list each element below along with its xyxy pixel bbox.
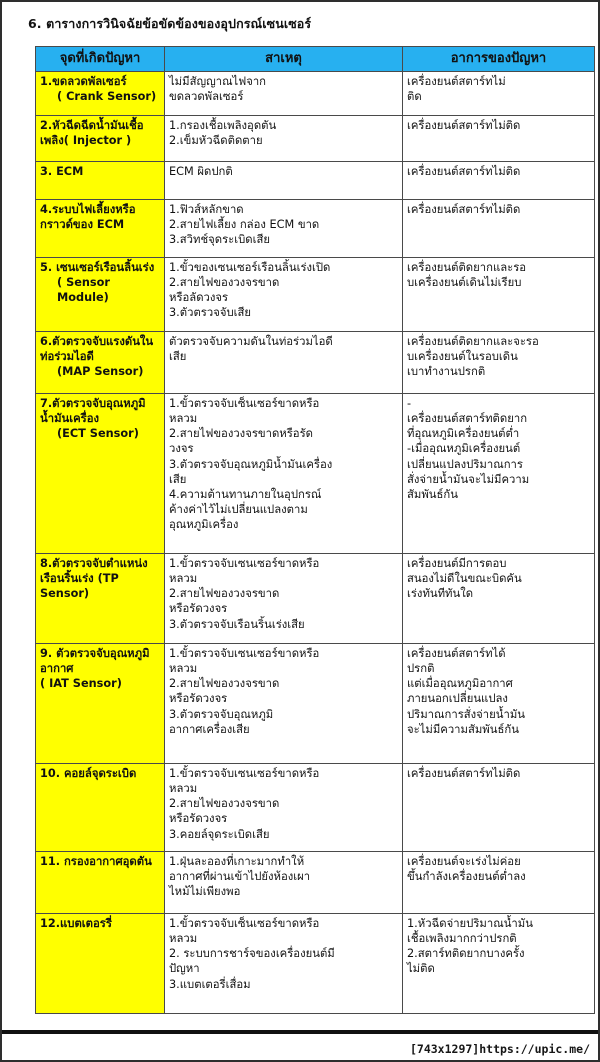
cell-cause-line: 4.ความต้านทานภายในอุปกรณ์: [169, 487, 322, 501]
cell-symptom-line: ที่อุณหภูมิเครื่องยนต์ต่ำ: [407, 427, 520, 441]
cell-problem-point-line: 7.ตัวตรวจจับอุณหภูมิ: [40, 397, 146, 410]
cell-symptom: [403, 162, 595, 200]
cell-symptom: [403, 644, 595, 764]
cell-cause: [165, 644, 403, 764]
cell-problem-point-line: ( Crank Sensor): [57, 90, 157, 104]
table-row: [36, 162, 595, 200]
cell-symptom-line: 2.สตาร์ทติดยากบางครั้ง: [407, 947, 525, 961]
cell-problem-point: [36, 258, 165, 332]
cell-cause-line: หรือรัดวงจร: [169, 692, 228, 706]
cell-cause-line: หลวม: [169, 412, 198, 426]
cell-cause-line: 1.ขั้วตรวจจับเซ็นเซอร์ขาดหรือ: [169, 917, 320, 930]
table-row: [36, 72, 595, 116]
cell-symptom: [403, 258, 595, 332]
cell-cause-line: หรือลัดวงจร: [169, 291, 229, 305]
cell-problem-point-line: เรือนริ้นเร่ง (TP Sensor): [40, 572, 123, 601]
table-row: [36, 394, 595, 554]
table-row: [36, 852, 595, 914]
cell-symptom-line: เปลี่ยนแปลงปริมาณการ: [407, 457, 523, 471]
cell-cause-line: 2.สายไฟของวงจรขาด: [169, 276, 280, 290]
cell-symptom-line: เครื่องยนต์มีการตอบ: [407, 557, 507, 570]
cell-cause-line: อุณหภูมิเครื่อง: [169, 518, 239, 531]
cell-symptom: [403, 554, 595, 644]
cell-cause: [165, 764, 403, 852]
cell-problem-point-line: กราวด์ของ ECM: [40, 218, 125, 232]
cell-symptom-line: ปรกติ: [407, 662, 435, 676]
cell-cause-line: ค้างค่าไว้ไม่เปลี่ยนแปลงตาม: [169, 502, 308, 516]
table-row: [36, 644, 595, 764]
cell-cause-line: 3.ตัวตรวจจับเรือนริ้นเร่งเสีย: [169, 617, 305, 631]
cell-symptom-line: เครื่องยนต์ติดยากและรอ: [407, 261, 527, 274]
cell-symptom: [403, 332, 595, 394]
cell-cause-line: 2.สายไฟของวงจรขาดหรือรัด: [169, 427, 313, 441]
cell-cause-line: 1.ขั้วตรวจจับเซนเซอร์ขาดหรือ: [169, 767, 320, 780]
cell-symptom-line: เครื่องยนต์สตาร์ทไม่ติด: [407, 119, 521, 132]
cell-cause: [165, 116, 403, 162]
cell-cause-line: 1.ขั้วตรวจจับเซนเซอร์ขาดหรือ: [169, 647, 320, 660]
cell-symptom-line: 1.หัวฉีดจ่ายปริมาณน้ำมัน: [407, 917, 533, 930]
cell-problem-point: [36, 72, 165, 116]
cell-problem-point-line: 11. กรองอากาศอุดตัน: [40, 855, 152, 868]
cell-cause-line: หรือรัดวงจร: [169, 602, 228, 616]
cell-symptom-line: สนองไม่ดีในขณะบิดคัน: [407, 572, 522, 586]
cell-symptom-line: ไม่ติด: [407, 962, 435, 976]
cell-symptom: [403, 764, 595, 852]
cell-symptom-line: เชื้อเพลิงมากกว่าปรกติ: [407, 932, 517, 946]
cell-cause: [165, 332, 403, 394]
page-title: 6. ตารางการวินิจฉัยข้อขัดข้องของอุปกรณ์เซนเซอร์: [28, 16, 312, 31]
cell-cause-line: เสีย: [169, 472, 187, 486]
cell-cause-line: หลวม: [169, 662, 198, 676]
table-row: [36, 200, 595, 258]
cell-problem-point: [36, 394, 165, 554]
footer-bar: [2, 1034, 598, 1060]
cell-problem-point: [36, 200, 165, 258]
cell-problem-point: [36, 914, 165, 1014]
cell-cause-line: 1.ขั้วตรวจจับเซนเซอร์ขาดหรือ: [169, 557, 320, 570]
cell-symptom-line: เครื่องยนต์จะเร่งไม่ค่อย: [407, 855, 521, 868]
cell-problem-point: [36, 644, 165, 764]
cell-cause-line: ปัญหา: [169, 962, 200, 976]
cell-cause: [165, 162, 403, 200]
cell-symptom-line: ภายนอกเปลี่ยนแปลง: [407, 692, 508, 706]
cell-cause-line: 1.ฟิวส์หลักขาด: [169, 203, 244, 216]
cell-cause-line: 2. ระบบการชาร์จของเครื่องยนต์มี: [169, 947, 335, 961]
cell-cause-line: 3.ตัวตรวจจับเสีย: [169, 306, 251, 320]
cell-cause: [165, 914, 403, 1014]
cell-cause-line: ขดลวดพัลเซอร์: [169, 90, 244, 104]
cell-problem-point-line: อากาศ: [40, 662, 74, 676]
cell-cause-line: หลวม: [169, 782, 198, 796]
cell-symptom-line: จะไม่มีความสัมพันธ์กัน: [407, 722, 519, 736]
cell-cause-line: หลวม: [169, 572, 198, 586]
cell-symptom-line: บเครื่องยนต์ในรอบเดิน: [407, 350, 518, 364]
cell-problem-point: [36, 554, 165, 644]
cell-symptom-line: สัมพันธ์กัน: [407, 487, 458, 501]
cell-problem-point-line: 9. ตัวตรวจจับอุณหภูมิ: [40, 647, 150, 660]
cell-problem-point-line: (MAP Sensor): [57, 365, 144, 379]
cell-cause: [165, 554, 403, 644]
cell-symptom: [403, 914, 595, 1014]
cell-symptom-line: เครื่องยนต์สตาร์ทไม่ติด: [407, 165, 521, 178]
table-body: [36, 72, 595, 1014]
cell-problem-point: [36, 116, 165, 162]
cell-symptom-line: เร่งทันทีทันใด: [407, 587, 474, 601]
table-row: [36, 554, 595, 644]
cell-cause-line: ไม่มีสัญญาณไฟจาก: [169, 75, 267, 88]
cell-cause-line: 2.สายไฟของวงจรขาด: [169, 677, 280, 691]
cell-problem-point-line: 3. ECM: [40, 165, 84, 178]
cell-cause-line: 3.คอยล์จุดระเบิดเสีย: [169, 827, 270, 841]
cell-problem-point-line: 8.ตัวตรวจจับตำแหน่ง: [40, 557, 148, 570]
cell-symptom-line: ขึ้นกำลังเครื่องยนต์ต่ำลง: [407, 870, 526, 884]
cell-cause-line: ไหม้ไม่เพียงพอ: [169, 885, 241, 899]
cell-problem-point: [36, 764, 165, 852]
cell-symptom-line: แต่เมื่ออุณหภูมิอากาศ: [407, 677, 513, 691]
cell-symptom: [403, 200, 595, 258]
cell-cause-line: 1.ฝุ่นละอองที่เกาะมากทำให้: [169, 855, 305, 868]
cell-cause-line: 2.สายไฟของวงจรขาด: [169, 797, 280, 811]
cell-cause-line: ECM ผิดปกติ: [169, 165, 233, 178]
footer-credit: [743x1297]https://upic.me/: [409, 1042, 590, 1056]
cell-problem-point-line: ( IAT Sensor): [40, 677, 122, 691]
cell-cause-line: 3.แบตเตอรี่เสื่อม: [169, 977, 251, 991]
cell-problem-point: [36, 162, 165, 200]
cell-symptom: [403, 394, 595, 554]
cell-symptom: [403, 852, 595, 914]
cell-symptom-line: เครื่องยนต์ติดยากและจะรอ: [407, 335, 539, 348]
cell-symptom-line: -: [407, 397, 412, 410]
cell-symptom-line: ปริมาณการสั่งจ่ายน้ำมัน: [407, 707, 525, 721]
cell-cause-line: 3.สวิทช์จุดระเบิดเสีย: [169, 233, 270, 247]
column-header-cause: สาเหตุ: [165, 47, 403, 72]
cell-problem-point-line: 12.แบตเตอรรี่: [40, 917, 112, 930]
cell-symptom-line: เครื่องยนต์สตาร์ทไม่ติด: [407, 203, 521, 216]
table-row: [36, 914, 595, 1014]
cell-problem-point-line: น้ำมันเครื่อง: [40, 412, 100, 426]
cell-problem-point-line: ท่อร่วมไอดี: [40, 350, 94, 364]
cell-symptom-line: เครื่องยนต์สตาร์ทได้: [407, 647, 506, 660]
cell-cause-line: 3.ตัวตรวจจับอุณหภูมิน้ำมันเครื่อง: [169, 457, 333, 471]
cell-cause-line: 3.ตัวตรวจจับอุณหภูมิ: [169, 707, 274, 721]
table-row: [36, 764, 595, 852]
cell-problem-point-line: 10. คอยล์จุดระเบิด: [40, 767, 137, 780]
cell-cause-line: 1.ขั้วตรวจจับเซ็นเซอร์ขาดหรือ: [169, 397, 320, 410]
cell-problem-point-line: 4.ระบบไฟเลี้ยงหรือ: [40, 203, 136, 216]
cell-symptom-line: บเครื่องยนต์เดินไม่เรียบ: [407, 276, 522, 290]
cell-cause: [165, 394, 403, 554]
cell-symptom-line: -เมื่ออุณหภูมิเครื่องยนต์: [407, 442, 521, 456]
table-header: [36, 47, 595, 72]
cell-cause-line: หรือรัดวงจร: [169, 812, 228, 826]
cell-problem-point-line: 6.ตัวตรวจจับแรงดันใน: [40, 335, 154, 348]
cell-problem-point-line: เพลิง( Injector ): [40, 134, 132, 148]
cell-symptom-line: ติด: [407, 90, 422, 104]
cell-problem-point-line: 1.ขดลวดพัลเซอร์: [40, 75, 127, 88]
cell-cause: [165, 852, 403, 914]
cell-cause-line: 1.ขั้วของเซนเซอร์เรือนลิ้นเร่งเปิด: [169, 261, 331, 274]
cell-symptom-line: เครื่องยนต์สตาร์ทไม่: [407, 75, 506, 88]
cell-cause: [165, 200, 403, 258]
table-header-row: [36, 47, 595, 72]
cell-cause-line: วงจร: [169, 442, 194, 456]
column-header-symptom: อาการของปัญหา: [403, 47, 595, 72]
diagnostic-table-container: [35, 46, 594, 1014]
cell-symptom-line: เบาทำงานปรกติ: [407, 365, 486, 379]
cell-cause: [165, 72, 403, 116]
cell-symptom-line: เครื่องยนต์สตาร์ทไม่ติด: [407, 767, 521, 780]
table-row: [36, 258, 595, 332]
column-header-point: จุดที่เกิดปัญหา: [36, 47, 165, 72]
cell-symptom: [403, 116, 595, 162]
cell-cause-line: 2.สายไฟเลี้ยง กล่อง ECM ขาด: [169, 218, 320, 232]
cell-cause: [165, 258, 403, 332]
diagnostic-table: [35, 46, 595, 1014]
cell-problem-point: [36, 332, 165, 394]
cell-cause-line: 2.สายไฟของวงจรขาด: [169, 587, 280, 601]
table-row: [36, 332, 595, 394]
cell-problem-point: [36, 852, 165, 914]
cell-cause-line: หลวม: [169, 932, 198, 946]
cell-problem-point-line: ( Sensor Module): [57, 276, 114, 305]
cell-cause-line: ตัวตรวจจับความดันในท่อร่วมไอดี: [169, 335, 333, 348]
cell-cause-line: 2.เข็มหัวฉีดติดตาย: [169, 134, 263, 148]
cell-cause-line: อากาศที่ผ่านเข้าไปยังห้องเผา: [169, 870, 311, 884]
cell-cause-line: เสีย: [169, 350, 187, 364]
cell-problem-point-line: 2.หัวฉีดฉีดน้ำมันเชื้อ: [40, 119, 144, 132]
cell-problem-point-line: 5. เซนเซอร์เรือนลิ้นเร่ง: [40, 261, 155, 274]
cell-cause-line: อากาศเครื่องเสีย: [169, 722, 250, 736]
cell-cause-line: 1.กรองเชื้อเพลิงอุดตัน: [169, 119, 277, 132]
cell-problem-point-line: (ECT Sensor): [57, 427, 139, 441]
cell-symptom-line: เครื่องยนต์สตาร์ทติดยาก: [407, 412, 528, 426]
cell-symptom-line: สั่งจ่ายน้ำมันจะไม่มีความ: [407, 472, 530, 486]
table-row: [36, 116, 595, 162]
cell-symptom: [403, 72, 595, 116]
